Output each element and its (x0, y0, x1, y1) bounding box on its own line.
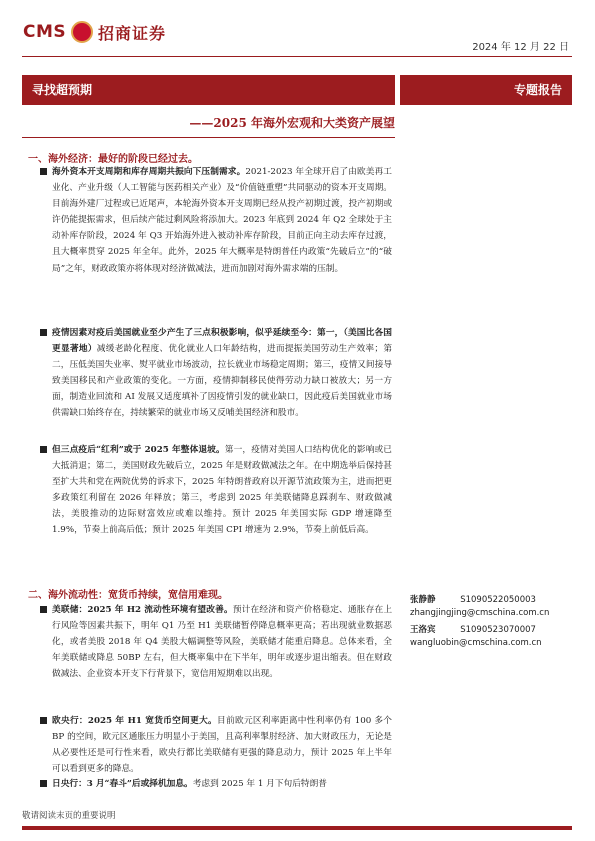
paragraph-lead: 欧央行：2025 年 H1 宽货币空间更大。 (52, 716, 218, 726)
author-email[interactable]: zhangjingjing@cmschina.com.cn (410, 608, 550, 618)
section-heading: 二、海外流动性：宽货币持续，宽信用难现。 (28, 590, 228, 601)
subtitle-divider (22, 137, 395, 138)
author-code: S1090523070007 (460, 625, 536, 635)
author-entry (410, 593, 536, 605)
paragraph (52, 442, 392, 539)
bullet-icon (40, 329, 47, 336)
category-banner (400, 75, 572, 105)
paragraph (52, 602, 392, 682)
paragraph (52, 776, 392, 792)
paragraph (52, 164, 392, 277)
author-email[interactable]: wangluobin@cmschina.com.cn (410, 638, 542, 648)
paragraph (52, 713, 392, 777)
paragraph-body: 减缓老龄化程度、优化就业人口年龄结构，进而提振美国劳动生产效率；第二，压低美国失业率、熨平就业市场波动，拉长就业市场稳定周期；第三，疫情又间接导致美国移民和产业政策的变化。一方面，疫情抑制移民使得劳动力缺口被放大；另一方面，制造业回流和 AI 发展又适度填补了因疫情引发的就业缺口，因此疫后美国就业市场供需缺口始终存在，持续繁荣的就业市场又反哺美国经济和股市。 (52, 344, 393, 419)
paragraph-lead: 美联储：2025 年 H2 流动性环境有望改善。 (52, 605, 233, 615)
report-category: 专题报告 (513, 83, 562, 97)
paragraph-lead: 但三点疫后“红利”或于 2025 年整体退坡。 (52, 445, 225, 455)
bullet-icon (40, 168, 47, 175)
author-name: 王洛宾 (410, 625, 436, 635)
logo-text-en: CMS (23, 22, 67, 42)
header-divider (22, 56, 572, 57)
author-code: S1090522050003 (460, 595, 536, 605)
logo-text-cn: 招商证券 (98, 24, 167, 43)
report-date: 2024 年 12 月 22 日 (472, 42, 569, 53)
footer-disclaimer: 敬请阅读末页的重要说明 (22, 811, 116, 821)
paragraph-lead: 日央行：3 月“春斗”后或择机加息。 (52, 779, 193, 789)
paragraph-body: 目前欧元区利率距离中性利率仍有 100 多个 BP 的空间，欧元区通胀压力明显小于美国，且高利率掣肘经济、加大财政压力，无论是从必要性还是可行性来看，欧央行都比美联储有更强的降息动力，预计 2025 年上半年可以看到更多的降息。 (52, 716, 392, 775)
logo-badge-icon (71, 21, 93, 43)
bullet-icon (40, 717, 47, 724)
author-entry (410, 623, 536, 635)
paragraph-lead: 疫情因素对疫后美国就业至少产生了三点积极影响，似乎延续至今：第一，（美国比各国更显著地） (52, 328, 392, 355)
section-heading: 一、海外经济：最好的阶段已经过去。 (28, 154, 198, 165)
author-name: 张静静 (410, 595, 436, 605)
bullet-icon (40, 446, 47, 453)
bullet-icon (40, 780, 47, 787)
paragraph-lead: 海外资本开支周期和库存周期共振向下压制需求。 (52, 167, 246, 177)
paragraph (52, 325, 392, 422)
paragraph-body: 考虑到 2025 年 1 月下旬后特朗普 (192, 779, 327, 789)
title-banner (22, 75, 395, 105)
paragraph-body: 预计在经济和资产价格稳定、通胀存在上行风险等因素共振下，明年 Q1 乃至 H1 美联储暂停降息概率更高；若出现就业数据恶化，或者美股 2018 年 Q4 美股大幅调整等风险，美联储才能重启降息。总体来看，全年美联储或降息 50BP 左右，但大概率集中在下半年，明年或逐步退出缩表。但在财政做减法、企业资本开支下行背景下，宽信用短期难以出现。 (52, 605, 393, 680)
paragraph-body: 第一，疫情对美国人口结构优化的影响或已大抵消退；第二，美国财政先破后立，2025 年是财政做减法之年。在中期选举后保持甚至扩大共和党在两院优势的诉求下，2025 年特朗普政府以开源节流政策为主，进而把更多政策红利留在 2026 年释放；第三，考虑到 2025 年美联储降息踩刹车、财政做减法，美股推动的边际财富效应或难以维持。预计 2025 年美国实际 GDP 增速降至 1.9%，节奏上前高后低；预计 2025 年美国 CPI 增速为 2.9%，节奏上前低后高。 (52, 445, 392, 536)
bullet-icon (40, 606, 47, 613)
report-series-title: 寻找超预期 (32, 83, 93, 97)
paragraph-body: 2021-2023 年全球开启了由欧美再工业化、产业升级（人工智能与医药相关产业）及“价值链重塑”共同驱动的资本开支周期。目前海外建厂过程或已近尾声，本轮海外资本开支周期已经从投产初期过渡，投产初期或许仍能提振需求，但后续产能过剩风险将添加大。2023 年底到 2024 年 Q2 全球处于主动补库存阶段，2024 年 Q3 开始海外进入被动补库存阶段，目前正向主动去库存过渡，且大概率贯穿 2025 年全年。此外，2025 年大概率是特朗普任内政策“先破后立”的“破局”之年，财政政策亦将体现对经济做减法，进而加剧对海外需求端的压制。 (52, 167, 392, 274)
report-subtitle: ——2025 年海外宏观和大类资产展望 (189, 116, 395, 130)
footer-bar (22, 826, 572, 830)
